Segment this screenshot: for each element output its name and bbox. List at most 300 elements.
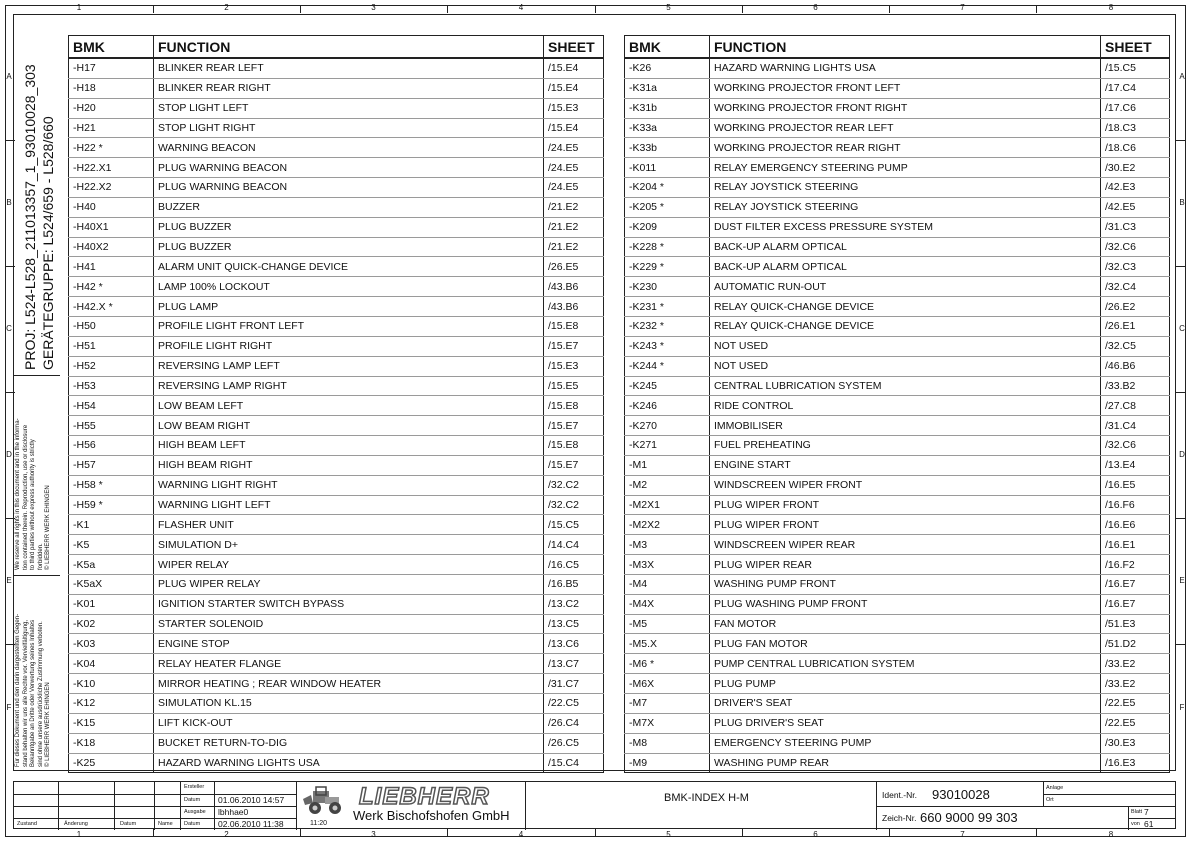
bmk-cell: -K03	[69, 634, 154, 654]
ort-label: Ort	[1046, 797, 1054, 803]
sheet-cell: /15.E4	[544, 58, 604, 78]
row-letter: C	[6, 324, 12, 333]
bmk-cell: -M3X	[625, 555, 710, 575]
liebherr-logo: LIEBHERR	[359, 783, 490, 810]
table-row	[69, 753, 604, 773]
sheet-cell: /32.C6	[1101, 237, 1170, 257]
row-letter: F	[1179, 702, 1185, 712]
bmk-cell: -H50	[69, 316, 154, 336]
sheet-cell: /32.C2	[544, 475, 604, 495]
function-cell: HIGH BEAM RIGHT	[154, 455, 544, 475]
sheet-cell: /43.B6	[544, 297, 604, 317]
bmk-cell: -H52	[69, 356, 154, 376]
grid-tick	[300, 5, 301, 13]
table-row	[625, 753, 1170, 773]
document-title: BMK-INDEX H-M	[664, 792, 749, 804]
bmk-cell: -H17	[69, 58, 154, 78]
bmk-cell: -H20	[69, 98, 154, 118]
table-row	[625, 217, 1170, 237]
sheet-cell: /26.E2	[1101, 297, 1170, 317]
datum1-value: 01.06.2010 14:57	[218, 795, 285, 805]
table-header	[625, 36, 1170, 59]
sheet-cell: /16.E5	[1101, 475, 1170, 495]
bmk-cell: -K243 *	[625, 336, 710, 356]
table-row	[69, 118, 604, 138]
table-row	[625, 654, 1170, 674]
table-row	[625, 376, 1170, 396]
sheet-cell: /24.E5	[544, 178, 604, 198]
table-row	[625, 535, 1170, 555]
sheet-cell: /15.C4	[544, 753, 604, 773]
von-label: von	[1131, 821, 1140, 827]
grid-tick	[889, 828, 890, 837]
column-number: 4	[518, 3, 524, 12]
sheet-cell: /32.C4	[1101, 277, 1170, 297]
column-number: 3	[371, 3, 376, 12]
table-row	[625, 98, 1170, 118]
table-row	[69, 416, 604, 436]
table-row	[69, 475, 604, 495]
sheet-cell: /13.E4	[1101, 455, 1170, 475]
function-cell: BUZZER	[154, 197, 544, 217]
bmk-cell: -H41	[69, 257, 154, 277]
sheet-cell: /15.E5	[544, 376, 604, 396]
sheet-cell: /15.E8	[544, 316, 604, 336]
table-row	[625, 316, 1170, 336]
table-row	[625, 78, 1170, 98]
function-cell: PLUG PUMP	[710, 674, 1101, 694]
table-row	[625, 436, 1170, 456]
function-cell: WASHING PUMP REAR	[710, 753, 1101, 773]
function-cell: NOT USED	[710, 336, 1101, 356]
bmk-cell: -K245	[625, 376, 710, 396]
zeich-label: Zeich-Nr.	[882, 813, 917, 823]
sheet-cell: /21.E2	[544, 197, 604, 217]
function-cell: HAZARD WARNING LIGHTS USA	[154, 753, 544, 773]
function-cell: DUST FILTER EXCESS PRESSURE SYSTEM	[710, 217, 1101, 237]
sheet-cell: /15.E4	[544, 78, 604, 98]
function-cell: MIRROR HEATING ; REAR WINDOW HEATER	[154, 674, 544, 694]
function-cell: PROFILE LIGHT RIGHT	[154, 336, 544, 356]
column-number: 2	[224, 830, 229, 839]
grid-tick	[1176, 518, 1186, 519]
function-cell: WARNING LIGHT LEFT	[154, 495, 544, 515]
bmk-cell: -H40X2	[69, 237, 154, 257]
sheet-cell: /30.E2	[1101, 158, 1170, 178]
function-cell: RIDE CONTROL	[710, 396, 1101, 416]
function-cell: BLINKER REAR LEFT	[154, 58, 544, 78]
table-row	[69, 694, 604, 714]
table-row	[625, 58, 1170, 78]
loader-logo-icon	[301, 785, 347, 815]
sheet-cell: /13.C6	[544, 634, 604, 654]
bmk-cell: -H22.X2	[69, 178, 154, 198]
bmk-cell: -M4	[625, 574, 710, 594]
function-cell: PLUG FAN MOTOR	[710, 634, 1101, 654]
grid-tick	[742, 828, 743, 837]
sheet-cell: /31.C4	[1101, 416, 1170, 436]
table-header	[69, 36, 604, 59]
function-cell: PROFILE LIGHT FRONT LEFT	[154, 316, 544, 336]
grid-tick	[742, 5, 743, 13]
bmk-cell: -K270	[625, 416, 710, 436]
table-row	[625, 475, 1170, 495]
blatt-value: 7	[1144, 807, 1149, 817]
sheet-cell: /13.C5	[544, 614, 604, 634]
function-cell: IMMOBILISER	[710, 416, 1101, 436]
name-label: Name	[158, 821, 173, 827]
bmk-cell: -K271	[625, 436, 710, 456]
bmk-cell: -M2X2	[625, 515, 710, 535]
sheet-cell: /27.C8	[1101, 396, 1170, 416]
bmk-cell: -M2	[625, 475, 710, 495]
bmk-cell: -K5	[69, 535, 154, 555]
grid-tick	[1036, 828, 1037, 837]
bmk-cell: -K31a	[625, 78, 710, 98]
function-cell: PLUG WIPER RELAY	[154, 574, 544, 594]
table-row	[69, 178, 604, 198]
sheet-cell: /17.C6	[1101, 98, 1170, 118]
function-cell: LAMP 100% LOCKOUT	[154, 277, 544, 297]
grid-tick	[1176, 644, 1186, 645]
function-cell: SIMULATION KL.15	[154, 694, 544, 714]
device-group-label: GERÄTEGRUPPE: L524/659 - L528/660	[40, 116, 56, 370]
bmk-cell: -K232 *	[625, 316, 710, 336]
bmk-cell: -K04	[69, 654, 154, 674]
function-cell: SIMULATION D+	[154, 535, 544, 555]
function-cell: WIPER RELAY	[154, 555, 544, 575]
column-number: 1	[76, 3, 82, 12]
side-strip	[14, 15, 60, 770]
function-cell: ENGINE START	[710, 455, 1101, 475]
grid-tick	[1176, 266, 1186, 267]
function-cell: CENTRAL LUBRICATION SYSTEM	[710, 376, 1101, 396]
bmk-cell: -K209	[625, 217, 710, 237]
ausgabe-label: Ausgabe	[184, 809, 206, 815]
table-row	[69, 455, 604, 475]
bmk-table-right	[624, 35, 1170, 773]
function-cell: BACK-UP ALARM OPTICAL	[710, 237, 1101, 257]
function-cell: STOP LIGHT RIGHT	[154, 118, 544, 138]
bmk-cell: -H54	[69, 396, 154, 416]
table-row	[69, 376, 604, 396]
sheet-cell: /31.C3	[1101, 217, 1170, 237]
function-cell: HIGH BEAM LEFT	[154, 436, 544, 456]
bmk-cell: -M1	[625, 455, 710, 475]
function-cell: ALARM UNIT QUICK-CHANGE DEVICE	[154, 257, 544, 277]
datum2-value: 02.06.2010 11:38	[218, 819, 284, 829]
sheet-cell: /51.D2	[1101, 634, 1170, 654]
function-cell: NOT USED	[710, 356, 1101, 376]
function-cell: FAN MOTOR	[710, 614, 1101, 634]
table-row	[625, 336, 1170, 356]
function-cell: WASHING PUMP FRONT	[710, 574, 1101, 594]
sheet-cell: /16.F6	[1101, 495, 1170, 515]
column-number: 5	[666, 830, 671, 839]
grid-tick	[447, 5, 448, 13]
table-row	[69, 396, 604, 416]
table-row	[69, 237, 604, 257]
function-cell: FLASHER UNIT	[154, 515, 544, 535]
table-row	[625, 495, 1170, 515]
bmk-cell: -H22.X1	[69, 158, 154, 178]
zeich-value: 660 9000 99 303	[920, 810, 1018, 825]
bmk-cell: -K5aX	[69, 574, 154, 594]
table-row	[69, 574, 604, 594]
sheet-cell: /31.C7	[544, 674, 604, 694]
sheet-cell: /21.E2	[544, 237, 604, 257]
sheet-cell: /16.C5	[544, 555, 604, 575]
function-cell: HAZARD WARNING LIGHTS USA	[710, 58, 1101, 78]
table-row	[69, 197, 604, 217]
function-cell: IGNITION STARTER SWITCH BYPASS	[154, 594, 544, 614]
bmk-cell: -K01	[69, 594, 154, 614]
table-row	[69, 98, 604, 118]
table-row	[625, 257, 1170, 277]
sheet-cell: /15.E7	[544, 336, 604, 356]
column-number: 2	[224, 3, 229, 12]
bmk-cell: -M2X1	[625, 495, 710, 515]
table-row	[625, 178, 1170, 198]
sheet-cell: /22.C5	[544, 694, 604, 714]
bmk-cell: -K229 *	[625, 257, 710, 277]
bmk-cell: -K15	[69, 713, 154, 733]
bmk-cell: -H55	[69, 416, 154, 436]
sheet-cell: /26.C4	[544, 713, 604, 733]
bmk-cell: -K246	[625, 396, 710, 416]
column-number: 4	[518, 830, 524, 839]
function-cell: PUMP CENTRAL LUBRICATION SYSTEM	[710, 654, 1101, 674]
row-letter: D	[6, 450, 12, 459]
sheet-cell: /22.E5	[1101, 713, 1170, 733]
column-number: 7	[960, 830, 965, 839]
table-row	[69, 594, 604, 614]
function-cell: RELAY JOYSTICK STEERING	[710, 197, 1101, 217]
table-row	[69, 277, 604, 297]
row-letter: E	[6, 576, 12, 585]
function-cell: WINDSCREEN WIPER REAR	[710, 535, 1101, 555]
plant-name: Werk Bischofshofen GmbH	[353, 808, 510, 823]
sheet-cell: /17.C4	[1101, 78, 1170, 98]
table-row	[69, 654, 604, 674]
function-cell: PLUG BUZZER	[154, 237, 544, 257]
bmk-cell: -K31b	[625, 98, 710, 118]
ausgabe-value: lbhhae0	[218, 807, 249, 817]
blatt-label: Blatt	[1131, 809, 1143, 815]
bmk-cell: -K33a	[625, 118, 710, 138]
table-row	[69, 436, 604, 456]
von-value: 61	[1144, 819, 1154, 829]
grid-tick	[595, 828, 596, 837]
bmk-cell: -H18	[69, 78, 154, 98]
column-number: 8	[1108, 3, 1114, 12]
sheet-cell: /26.C5	[544, 733, 604, 753]
sheet-cell: /32.C5	[1101, 336, 1170, 356]
grid-tick	[595, 5, 596, 13]
bmk-cell: -H22 *	[69, 138, 154, 158]
title-block	[13, 781, 1176, 829]
bmk-cell: -K011	[625, 158, 710, 178]
bmk-cell: -M9	[625, 753, 710, 773]
function-cell: PLUG WARNING BEACON	[154, 178, 544, 198]
sheet-cell: /16.F2	[1101, 555, 1170, 575]
grid-tick	[447, 828, 448, 837]
bmk-cell: -K5a	[69, 555, 154, 575]
function-cell: WINDSCREEN WIPER FRONT	[710, 475, 1101, 495]
table-row	[69, 257, 604, 277]
sheet-cell: /16.E1	[1101, 535, 1170, 555]
row-letter: B	[1179, 198, 1185, 207]
bmk-cell: -K25	[69, 753, 154, 773]
table-row	[625, 197, 1170, 217]
function-cell: BUCKET RETURN-TO-DIG	[154, 733, 544, 753]
sheet-cell: /32.C6	[1101, 436, 1170, 456]
sheet-cell: /26.E1	[1101, 316, 1170, 336]
table-row	[69, 555, 604, 575]
project-label: PROJ: L524-L528_211013357_1_93010028_303	[22, 64, 38, 370]
sheet-cell: /24.E5	[544, 138, 604, 158]
sheet-cell: /22.E5	[1101, 694, 1170, 714]
table-row	[69, 138, 604, 158]
bmk-cell: -H51	[69, 336, 154, 356]
table-row	[625, 455, 1170, 475]
sheet-cell: /15.E7	[544, 455, 604, 475]
header-function: FUNCTION	[710, 36, 1101, 59]
table-row	[69, 336, 604, 356]
table-row	[69, 217, 604, 237]
table-row	[625, 396, 1170, 416]
bmk-cell: -K205 *	[625, 197, 710, 217]
bmk-cell: -K230	[625, 277, 710, 297]
sheet-cell: /15.E8	[544, 436, 604, 456]
ident-label: Ident.-Nr.	[882, 790, 917, 800]
function-cell: WORKING PROJECTOR REAR RIGHT	[710, 138, 1101, 158]
sheet-cell: /14.C4	[544, 535, 604, 555]
table-row	[625, 277, 1170, 297]
sheet-cell: /26.E5	[544, 257, 604, 277]
function-cell: REVERSING LAMP RIGHT	[154, 376, 544, 396]
row-letter: C	[1179, 324, 1185, 333]
sheet-cell: /16.E7	[1101, 574, 1170, 594]
bmk-cell: -H42.X *	[69, 297, 154, 317]
sheet-cell: /15.E3	[544, 98, 604, 118]
sheet-cell: /15.C5	[1101, 58, 1170, 78]
ident-value: 93010028	[932, 787, 990, 802]
grid-tick	[1176, 392, 1186, 393]
table-row	[69, 733, 604, 753]
function-cell: PLUG WARNING BEACON	[154, 158, 544, 178]
bmk-cell: -M5	[625, 614, 710, 634]
sheet-cell: /33.E2	[1101, 654, 1170, 674]
sheet-cell: /16.B5	[544, 574, 604, 594]
table-row	[625, 356, 1170, 376]
aenderung-label: Änderung	[64, 821, 88, 827]
sheet-cell: /15.E4	[544, 118, 604, 138]
bmk-cell: -K02	[69, 614, 154, 634]
function-cell: PLUG WIPER FRONT	[710, 515, 1101, 535]
sheet-cell: /16.E3	[1101, 753, 1170, 773]
sheet-cell: /13.C2	[544, 594, 604, 614]
table-row	[69, 713, 604, 733]
bmk-cell: -H59 *	[69, 495, 154, 515]
function-cell: EMERGENCY STEERING PUMP	[710, 733, 1101, 753]
zustand-label: Zustand	[17, 821, 37, 827]
bmk-cell: -K33b	[625, 138, 710, 158]
grid-tick	[300, 828, 301, 837]
bmk-cell: -K231 *	[625, 297, 710, 317]
bmk-cell: -H40X1	[69, 217, 154, 237]
bmk-cell: -M3	[625, 535, 710, 555]
table-row	[625, 555, 1170, 575]
sheet-cell: /32.C2	[544, 495, 604, 515]
table-row	[69, 674, 604, 694]
column-number: 5	[666, 3, 671, 12]
grid-tick	[1176, 140, 1186, 141]
bmk-cell: -K12	[69, 694, 154, 714]
column-number: 6	[813, 3, 818, 12]
table-row	[625, 237, 1170, 257]
table-row	[625, 694, 1170, 714]
bmk-cell: -M6 *	[625, 654, 710, 674]
row-letter: F	[6, 702, 12, 712]
bmk-cell: -M6X	[625, 674, 710, 694]
bmk-cell: -H58 *	[69, 475, 154, 495]
function-cell: FUEL PREHEATING	[710, 436, 1101, 456]
function-cell: LIFT KICK-OUT	[154, 713, 544, 733]
function-cell: PLUG LAMP	[154, 297, 544, 317]
bmk-cell: -K18	[69, 733, 154, 753]
sheet-cell: /13.C7	[544, 654, 604, 674]
table-row	[625, 574, 1170, 594]
row-letter: A	[6, 72, 12, 81]
table-row	[69, 515, 604, 535]
grid-tick	[889, 5, 890, 13]
bmk-table-left	[68, 35, 604, 773]
row-letter: A	[1179, 72, 1185, 81]
function-cell: PLUG DRIVER'S SEAT	[710, 713, 1101, 733]
datum1-label: Datum	[184, 797, 201, 803]
table-row	[625, 515, 1170, 535]
notice-english: We reserve all rights in this document and in the informa- tion contained therein. Reproduction, use or disclosure to third parties without express authority is strictly forbidden. © LIEBHERR WERK EHINGEN	[15, 418, 51, 570]
function-cell: REVERSING LAMP LEFT	[154, 356, 544, 376]
grid-tick	[1036, 5, 1037, 13]
function-cell: PLUG BUZZER	[154, 217, 544, 237]
bmk-cell: -H40	[69, 197, 154, 217]
table-row	[625, 138, 1170, 158]
table-row	[69, 158, 604, 178]
row-letter: D	[1179, 450, 1185, 459]
bmk-cell: -H56	[69, 436, 154, 456]
header-bmk: BMK	[69, 36, 154, 59]
bmk-cell: -H57	[69, 455, 154, 475]
bmk-cell: -K10	[69, 674, 154, 694]
sheet-cell: /21.E2	[544, 217, 604, 237]
function-cell: RELAY HEATER FLANGE	[154, 654, 544, 674]
table-row	[69, 316, 604, 336]
function-cell: RELAY EMERGENCY STEERING PUMP	[710, 158, 1101, 178]
sheet-cell: /16.E7	[1101, 594, 1170, 614]
sheet-cell: /18.C6	[1101, 138, 1170, 158]
sheet-cell: /42.E5	[1101, 197, 1170, 217]
function-cell: WORKING PROJECTOR REAR LEFT	[710, 118, 1101, 138]
bmk-cell: -M7	[625, 694, 710, 714]
function-cell: WORKING PROJECTOR FRONT LEFT	[710, 78, 1101, 98]
sheet-cell: /15.C5	[544, 515, 604, 535]
time-value: 11:20	[310, 820, 327, 827]
table-row	[69, 535, 604, 555]
function-cell: LOW BEAM RIGHT	[154, 416, 544, 436]
bmk-cell: -K244 *	[625, 356, 710, 376]
